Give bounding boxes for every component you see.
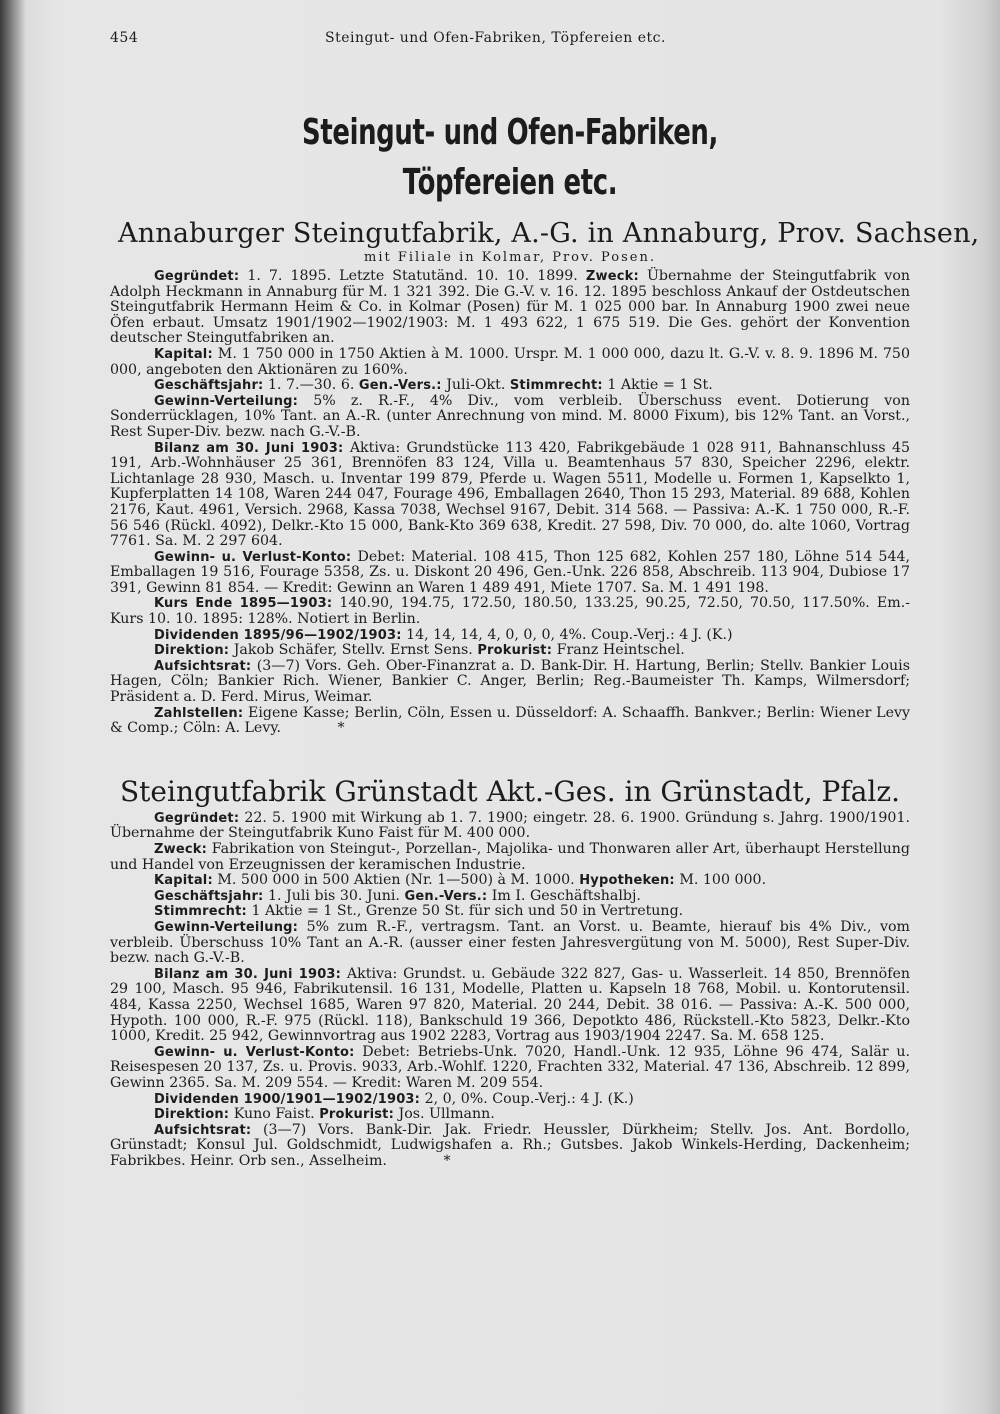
entry-label: Zahlstellen: bbox=[154, 705, 244, 721]
entry-label: Prokurist: bbox=[477, 643, 553, 659]
entry-text: 1 Aktie = 1 St. bbox=[607, 377, 713, 394]
entry-label: Geschäftsjahr: bbox=[154, 888, 264, 904]
page-number: 454 bbox=[110, 30, 139, 46]
entry-zweck bbox=[110, 842, 910, 873]
entry-text: Eigene Kasse; Berlin, Cöln, Essen u. Düsseldorf: A. Schaaffh. Bankver.; Berlin: Wiener Levy & Comp.; Cöln: A. Levy. bbox=[110, 704, 910, 737]
entry-label: Kurs Ende 1895—1903: bbox=[154, 596, 333, 612]
entry-label: Bilanz am 30. Juni 1903: bbox=[154, 440, 344, 456]
entry-kapital bbox=[110, 347, 910, 378]
entry-label: Direktion: bbox=[154, 1107, 230, 1123]
entry-label: Gewinn-Verteilung: bbox=[154, 919, 299, 935]
entry-text: 2, 0, 0%. Coup.-Verj.: 4 J. (K.) bbox=[424, 1090, 634, 1107]
entry-label: Gewinn- u. Verlust-Konto: bbox=[154, 549, 352, 565]
spacer bbox=[110, 737, 910, 765]
running-title: Steingut- und Ofen-Fabriken, Töpfereien etc. bbox=[325, 30, 666, 46]
entry-label: Bilanz am 30. Juni 1903: bbox=[154, 966, 342, 982]
entry-label: Kapital: bbox=[154, 346, 213, 362]
entry-geschaeftsjahr bbox=[110, 889, 910, 905]
entry-label: Stimmrecht: bbox=[509, 378, 603, 394]
entry-text: Im I. Geschäftshalbj. bbox=[491, 887, 641, 904]
entry-text: Kuno Faist. bbox=[233, 1106, 315, 1123]
entry-label: Kapital: bbox=[154, 873, 213, 889]
entry-label: Gegründet: bbox=[154, 269, 240, 284]
entry-text: Jakob Schäfer, Stellv. Ernst Sens. bbox=[233, 642, 473, 659]
entry-label: Gegründet: bbox=[154, 810, 240, 826]
entry-text: 14, 14, 14, 4, 0, 0, 0, 4%. Coup.-Verj.: 4 J. (K.) bbox=[406, 626, 733, 643]
entry-label: Zweck: bbox=[154, 842, 208, 857]
entry-aufsichtsrat bbox=[110, 1123, 910, 1170]
entry-gewinn-verlust bbox=[110, 1045, 910, 1092]
firm-gruenstadt bbox=[110, 775, 910, 1170]
entry-gewinn-verlust bbox=[110, 550, 910, 597]
end-mark: * bbox=[443, 1152, 451, 1169]
entry-text: 5% zum R.-F., vertragsm. Tant. an Vorst. u. Beamte, hierauf bis 4% Div., vom verbleib. Überschuss 10% Tant an A.-R. (ausser einer festen Jahresvergütung von M. 5000), Rest Super-Div. bezw. nach G.-V.-B. bbox=[110, 918, 910, 967]
running-header bbox=[110, 30, 910, 56]
entry-label: Hypotheken: bbox=[579, 873, 675, 889]
entry-kapital bbox=[110, 873, 910, 889]
entry-text: M. 1 750 000 in 1750 Aktien à M. 1000. Urspr. M. 1 000 000, dazu lt. G.-V. v. 8. 9. 1896 M. 750 000, angeboten den Aktionären zu 160%. bbox=[110, 345, 910, 378]
entry-bilanz bbox=[110, 967, 910, 1045]
entry-text: 1. 7.—30. 6. bbox=[267, 377, 355, 394]
entry-gewinn-verteilung bbox=[110, 394, 910, 441]
entry-zahlstellen bbox=[110, 706, 910, 737]
entry-stimmrecht bbox=[110, 904, 910, 920]
entry-text: 140.90, 194.75, 172.50, 180.50, 133.25, 90.25, 72.50, 70.50, 117.50%. Em.-Kurs 10. 10. 1895: 128%. Notiert in Berlin. bbox=[110, 595, 911, 628]
entry-text: 1 Aktie = 1 St., Grenze 50 St. für sich und 50 in Vertretung. bbox=[251, 903, 684, 920]
entry-geschaeftsjahr bbox=[110, 378, 910, 394]
entry-text: Jos. Ullmann. bbox=[398, 1106, 495, 1123]
firm-name: Steingutfabrik Grünstadt Akt.-Ges. in Grünstadt, Pfalz. bbox=[119, 774, 900, 808]
entry-text: (3—7) Vors. Geh. Ober-Finanzrat a. D. Bank-Dir. H. Hartung, Berlin; Stellv. Bankier Louis Hagen, Cöln; Bankier Rich. Wiener, Bankier C. Anger, Berlin; Reg.-Baumeister Th. Kamps, Wilmersdorf; Präsident a. D. Ferd. Mirus, Weimar. bbox=[110, 657, 910, 706]
entry-label: Direktion: bbox=[154, 643, 230, 659]
firm-name: Annaburger Steingutfabrik, A.-G. in Annaburg, Prov. Sachsen, bbox=[118, 218, 980, 249]
entry-text: 5% z. R.-F., 4% Div., vom verbleib. Überschuss event. Dotierung von Sonderrücklagen, 10% Tant. an A.-R. (unter Anrechnung von mind. M. 8000 Fixum), bis 12% Tant. an Vorst., Rest Super-Div. bezw. nach G.-V.-B. bbox=[110, 392, 910, 440]
entry-label: Gewinn-Verteilung: bbox=[154, 393, 299, 409]
entry-gegruendet-zweck bbox=[110, 269, 910, 347]
entry-text: M. 500 000 in 500 Aktien (Nr. 1—500) à M. 1000. bbox=[217, 872, 575, 889]
entry-text: Aktiva: Grundst. u. Gebäude 322 827, Gas- u. Wasserleit. 14 850, Brennöfen 29 100, Masch. 95 946, Fabrikutensil. 16 131, Modelle, Platten u. Kapseln 18 768, Mobil. u. Kontorutensil. 484, Kassa 2250, Wechsel 1685, Waren 97 820, Material. 20 244, Debit. 38 016. — Passiva: A.-K. 500 000, Hypoth. 100 000, R.-F. 975 (Rückl. 118), Bankschuld 19 366, Depotkto 486, Rückstell.-Kto 5823, Delkr.-Kto 1000, Kredit. 25 942, Gewinnvortrag aus 1902 2283, Vortrag aus 1903/1904 2247. Sa. M. 658 125. bbox=[110, 965, 911, 1045]
entry-text: (3—7) Vors. Bank-Dir. Jak. Friedr. Heussler, Dürkheim; Stellv. Jos. Ant. Bordollo, Grünstadt; Konsul Jul. Goldschmidt, Ludwigshafen a. Rh.; Gutsbes. Jakob Winkels-Herding, Dackenheim; Fabrikbes. Heinr. Orb sen., Asselheim. bbox=[110, 1121, 910, 1169]
entry-bilanz bbox=[110, 441, 910, 550]
entry-dividenden bbox=[110, 1092, 910, 1108]
entry-label: Aufsichtsrat: bbox=[154, 1122, 252, 1138]
entry-text: 1. 7. 1895. Letzte Statutänd. 10. 10. 1899. bbox=[247, 268, 578, 284]
entry-direktion bbox=[110, 1107, 910, 1123]
entry-label: Aufsichtsrat: bbox=[154, 658, 252, 674]
end-mark: * bbox=[337, 720, 345, 737]
entry-label: Gen.-Vers.: bbox=[404, 888, 488, 904]
entry-text: M. 100 000. bbox=[679, 872, 767, 889]
entry-gegruendet bbox=[110, 811, 910, 842]
entry-label: Prokurist: bbox=[319, 1107, 394, 1123]
entry-text: Debet: Material. 108 415, Thon 125 682, Kohlen 257 180, Löhne 514 544, Emballagen 19 516, Fourage 5358, Zs. u. Diskont 20 496, Gen.-Unk. 226 858, Abschreib. 113 904, Dubiose 17 391, Gewinn 81 854. — Kredit: Gewinn an Waren 1 489 491, Miete 1707. Sa. M. 1 491 198. bbox=[110, 548, 911, 596]
entry-text: Franz Heintschel. bbox=[556, 642, 685, 659]
entry-label: Dividenden 1895/96—1902/1903: bbox=[154, 627, 402, 643]
entry-text: 1. Juli bis 30. Juni. bbox=[267, 887, 400, 904]
firm-subtitle: mit Filiale in Kolmar, Prov. Posen. bbox=[364, 250, 656, 265]
entry-text: Übernahme der Steingutfabrik von Adolph Heckmann in Annaburg für M. 1 321 392. Die G.-V. v. 16. 12. 1895 beschloss Ankauf der Ostdeutschen Steingutfabrik Hermann Heim & Co. in Kolmar (Posen) für M. 1 025 000 bar. In Annaburg 1900 zwei neue Öfen erbaut. Umsatz 1901/1902—1902/1903: M. 1 493 622, 1 675 519. Die Ges. gehört der Konvention deutscher Steingutfabriken an. bbox=[110, 268, 911, 347]
entry-dividenden bbox=[110, 628, 910, 644]
entry-text: 22. 5. 1900 mit Wirkung ab 1. 7. 1900; eingetr. 28. 6. 1900. Gründung s. Jahrg. 1900/1901. Übernahme der Steingutfabrik Kuno Faist für M. 400 000. bbox=[110, 809, 910, 842]
entry-text: Juli-Okt. bbox=[446, 377, 506, 394]
entry-aufsichtsrat bbox=[110, 659, 910, 706]
entry-gewinn-verteilung bbox=[110, 920, 910, 967]
entry-label: Zweck: bbox=[585, 269, 639, 284]
section-title: Steingut- und Ofen-Fabriken, Töpfereien etc. bbox=[302, 112, 718, 203]
entry-kurs bbox=[110, 596, 910, 627]
entry-label: Gewinn- u. Verlust-Konto: bbox=[154, 1044, 355, 1060]
entry-text: Debet: Betriebs-Unk. 7020, Handl.-Unk. 12 935, Löhne 96 474, Salär u. Reisespesen 20 137, Zs. u. Provis. 9033, Arb.-Wohlf. 1220, Frachten 332, Material. 47 136, Abschreib. 12 899, Gewinn 2365. Sa. M. 209 554. — Kredit: Waren M. 209 554. bbox=[110, 1043, 910, 1091]
entry-label: Geschäftsjahr: bbox=[154, 378, 264, 394]
entry-text: Aktiva: Grundstücke 113 420, Fabrikgebäude 1 028 911, Bahnanschluss 45 191, Arb.-Wohnhäuser 25 361, Brennöfen 83 124, Villa u. Beamtenhaus 57 830, Speicher 2296, elektr. Lichtanlage 28 930, Masch. u. Inventar 199 879, Pferde u. Wagen 5511, Modelle u. Formen 1, Kapselkto 1, Kupferplatten 14 108, Waren 244 047, Fourage 496, Emballagen 2640, Thon 15 293, Material. 89 688, Kohlen 2176, Kaut. 4961, Versich. 2968, Kassa 7038, Wechsel 9167, Debit. 314 568. — Passiva: A.-K. 1 750 000, R.-F. 56 546 (Rückl. 4092), Delkr.-Kto 15 000, Bank-Kto 369 638, Kredit. 27 598, Div. 70 000, do. alte 1060, Vortrag 7761. Sa. M. 2 297 604. bbox=[110, 439, 910, 550]
page-content bbox=[110, 30, 980, 1169]
entry-text: Fabrikation von Steingut-, Porzellan-, Majolika- und Thonwaren aller Art, überhaupt Herstellung und Handel von Erzeugnissen der keramischen Industrie. bbox=[110, 841, 910, 873]
entry-label: Stimmrecht: bbox=[154, 904, 247, 920]
firm-annaburg bbox=[110, 218, 980, 737]
entry-label: Dividenden 1900/1901—1902/1903: bbox=[154, 1091, 421, 1107]
entry-label: Gen.-Vers.: bbox=[358, 378, 442, 394]
entry-direktion bbox=[110, 643, 910, 659]
